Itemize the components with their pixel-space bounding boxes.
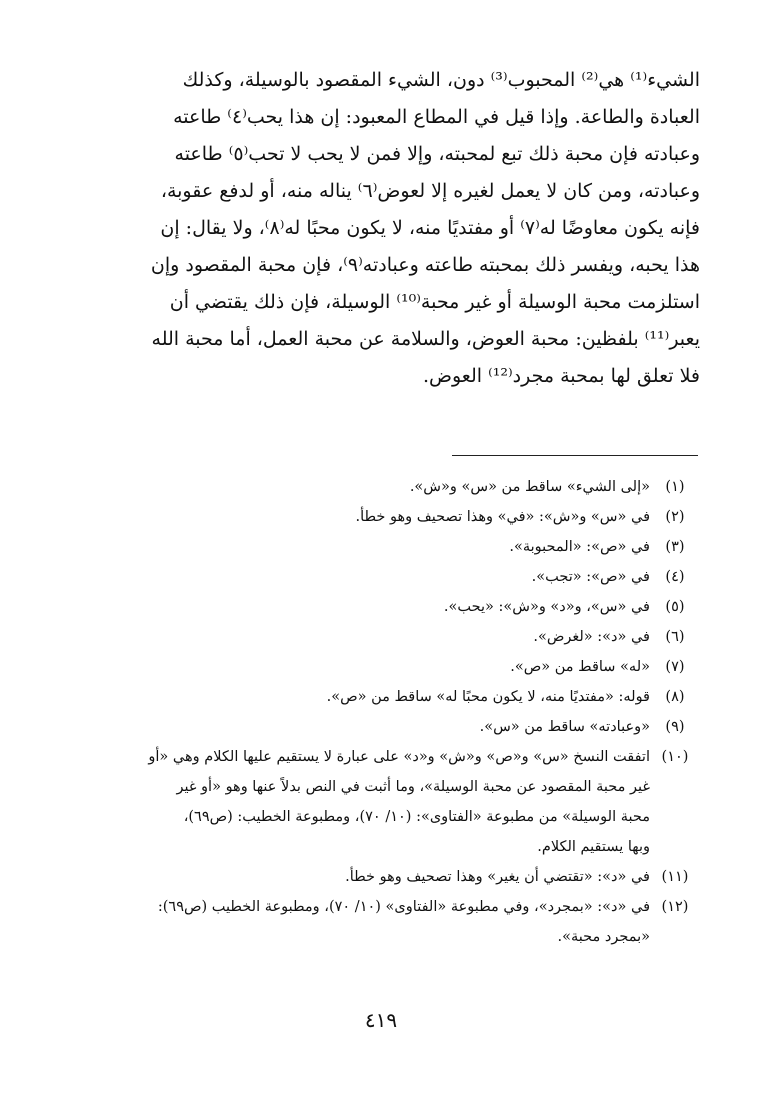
- footnote-number: (٢): [665, 509, 685, 525]
- page-number: ٤١٩: [364, 1008, 398, 1032]
- footnote-text: في «د»: «بمجرد»، وفي مطبوعة «الفتاوى» (١٠/ ٧٠)، ومطبوعة الخطيب (ص٦٩):: [157, 899, 650, 915]
- footnote-separator: [452, 455, 698, 456]
- footnote-text: «بمجرد محبة».: [557, 929, 650, 945]
- footnote-number: (٨): [665, 689, 685, 705]
- footnote: [100, 472, 700, 502]
- footnote-text: «إلى الشيء» ساقط من «س» و«ش».: [409, 479, 650, 495]
- footnote-text: «له» ساقط من «ص».: [510, 659, 650, 675]
- main-text-line: العبادة والطاعة. وإذا قيل في المطاع المعبود: إن هذا يحب⁽٤⁾ طاعته: [173, 106, 700, 128]
- footnote-text: غير محبة المقصود عن محبة الوسيلة»، وما أثبت في النص بدلاً عنها وهو «أو غير: [176, 779, 650, 795]
- footnote: [100, 682, 700, 712]
- main-text-line: فلا تعلق لها بمحبة مجرد⁽¹²⁾ العوض.: [422, 365, 700, 387]
- footnote: [100, 892, 700, 952]
- footnote-text: وبها يستقيم الكلام.: [537, 839, 650, 855]
- footnote-text: في «ص»: «المحبوبة».: [509, 539, 650, 555]
- main-text: [100, 62, 700, 395]
- footnote-text: قوله: «مفتديًا منه، لا يكون محبًا له» ساقط من «ص».: [326, 689, 650, 705]
- footnote: [100, 652, 700, 682]
- main-text-line: يعبر⁽¹¹⁾ بلفظين: محبة العوض، والسلامة عن محبة العمل، أما محبة الله: [151, 328, 700, 350]
- footnote: [100, 532, 700, 562]
- footnote-text: في «د»: «تقتضي أن يغير» وهذا تصحيف وهو خطأ.: [345, 869, 650, 885]
- footnote: [100, 502, 700, 532]
- footnote-text: في «س»، و«د» و«ش»: «يحب».: [443, 599, 650, 615]
- main-text-line: وعبادته فإن محبة ذلك تبع لمحبته، وإلا فمن لا يحب لا تحب⁽٥⁾ طاعته: [174, 143, 700, 165]
- footnote-text: في «س» و«ش»: «في» وهذا تصحيف وهو خطأ.: [355, 509, 650, 525]
- footnote-number: (٥): [665, 599, 685, 615]
- footnote-text: في «ص»: «تجب».: [531, 569, 650, 585]
- footnote-number: (٤): [665, 569, 685, 585]
- footnote-text: محبة الوسيلة» من مطبوعة «الفتاوى»: (١٠/ ٧٠)، ومطبوعة الخطيب: (ص٦٩)،: [183, 809, 650, 825]
- footnote: [100, 622, 700, 652]
- footnote-number: (٣): [665, 539, 685, 555]
- footnotes: [100, 472, 700, 952]
- main-text-line: هذا يحبه، ويفسر ذلك بمحبته طاعته وعبادته⁽٩⁾، فإن محبة المقصود وإن: [150, 254, 700, 276]
- footnote-number: (٦): [665, 629, 685, 645]
- footnote: [100, 742, 700, 862]
- main-text-line: وعبادته، ومن كان لا يعمل لغيره إلا لعوض⁽٦⁾ يناله منه، أو لدفع عقوبة،: [160, 180, 700, 202]
- footnote-text: في «د»: «لغرض».: [533, 629, 650, 645]
- footnote-number: (١): [665, 479, 685, 495]
- footnote: [100, 712, 700, 742]
- footnote: [100, 862, 700, 892]
- main-text-line: استلزمت محبة الوسيلة أو غير محبة⁽¹⁰⁾ الوسيلة، فإن ذلك يقتضي أن: [169, 291, 700, 313]
- footnote-number: (١٢): [661, 899, 689, 915]
- footnote-number: (١١): [661, 869, 689, 885]
- footnote: [100, 562, 700, 592]
- footnote-text: اتفقت النسخ «س» و«ص» و«ش» و«د» على عبارة لا يستقيم عليها الكلام وهي «أو: [148, 749, 650, 765]
- footnote: [100, 592, 700, 622]
- main-text-line: الشيء⁽¹⁾ هي⁽²⁾ المحبوب⁽³⁾ دون، الشيء المقصود بالوسيلة، وكذلك: [182, 69, 700, 91]
- footnote-number: (٩): [665, 719, 685, 735]
- footnote-text: «وعبادته» ساقط من «س».: [479, 719, 650, 735]
- footnote-number: (٧): [665, 659, 685, 675]
- main-text-line: فإنه يكون معاوضًا له⁽٧⁾ أو مفتديًا منه، لا يكون محبًا له⁽٨⁾، ولا يقال: إن: [160, 217, 700, 239]
- footnote-number: (١٠): [661, 749, 689, 765]
